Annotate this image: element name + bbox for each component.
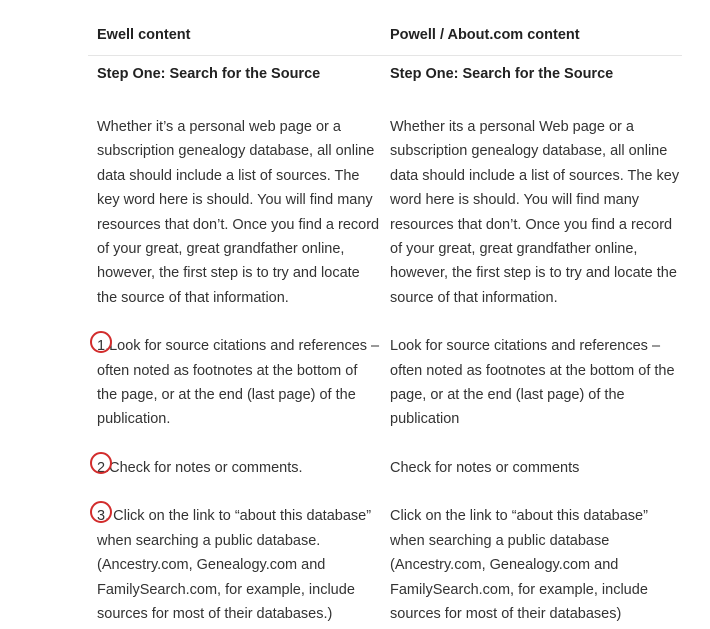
step-title-row (88, 56, 682, 92)
column-header-powell: Powell / About.com content (390, 27, 580, 43)
content-row (88, 92, 682, 626)
red-circle-marker-3 (90, 501, 112, 523)
item-2-right: Check for notes or comments (390, 459, 580, 476)
intro-paragraph-right: Whether its a personal Web page or a subscription genealogy database, all online data should include a list of sources. The key word here is should. You will find many resources that don’t. Once you find a record of your great, great grandfather online, however, the first step is to try and locate the source of that information. (390, 119, 680, 306)
red-circle-marker-2 (90, 452, 112, 474)
item-2-text-left: Check for notes or comments. (109, 459, 303, 476)
item-3-right: Click on the link to “about this database” when searching a public database (Ancestry.com, Genealogy.com and FamilySearch.com, for example, include sources for most of their databases) (390, 508, 648, 622)
table-header-row (88, 16, 682, 56)
item-3-text-left: Click on the link to “about this database” when searching a public database. (Ancestry.com, Genealogy.com and FamilySearch.com, for example, include sources for most of their databases.) (97, 508, 372, 622)
intro-paragraph-left: Whether it’s a personal web page or a subscription genealogy database, all online data should include a list of sources. The key word here is should. You will find many resources that don’t. Once you find a record of your great, great grandfather online, however, the first step is to try and locate the source of that information. (97, 119, 380, 306)
comparison-table (88, 16, 682, 626)
step-title-left: Step One: Search for the Source (97, 66, 321, 82)
item-2-left (97, 456, 381, 480)
red-circle-marker-1 (90, 331, 112, 353)
step-title-right: Step One: Search for the Source (390, 66, 614, 82)
item-2-number: 2. (97, 459, 110, 476)
item-1-right: Look for source citations and references – often noted as footnotes at the bottom of the page, or at the end (last page) of the publication (390, 338, 675, 428)
ewell-column-body (88, 92, 381, 626)
column-header-ewell: Ewell content (97, 27, 191, 43)
item-1-number: 1. (97, 338, 110, 355)
item-3-left (97, 504, 381, 626)
item-3-number: 3. (97, 508, 110, 525)
powell-column-body (381, 92, 682, 626)
item-1-text-left: Look for source citations and references – often noted as footnotes at the bottom of the page, or at the end (last page) of the publication. (97, 338, 380, 428)
item-1-left (97, 334, 381, 432)
